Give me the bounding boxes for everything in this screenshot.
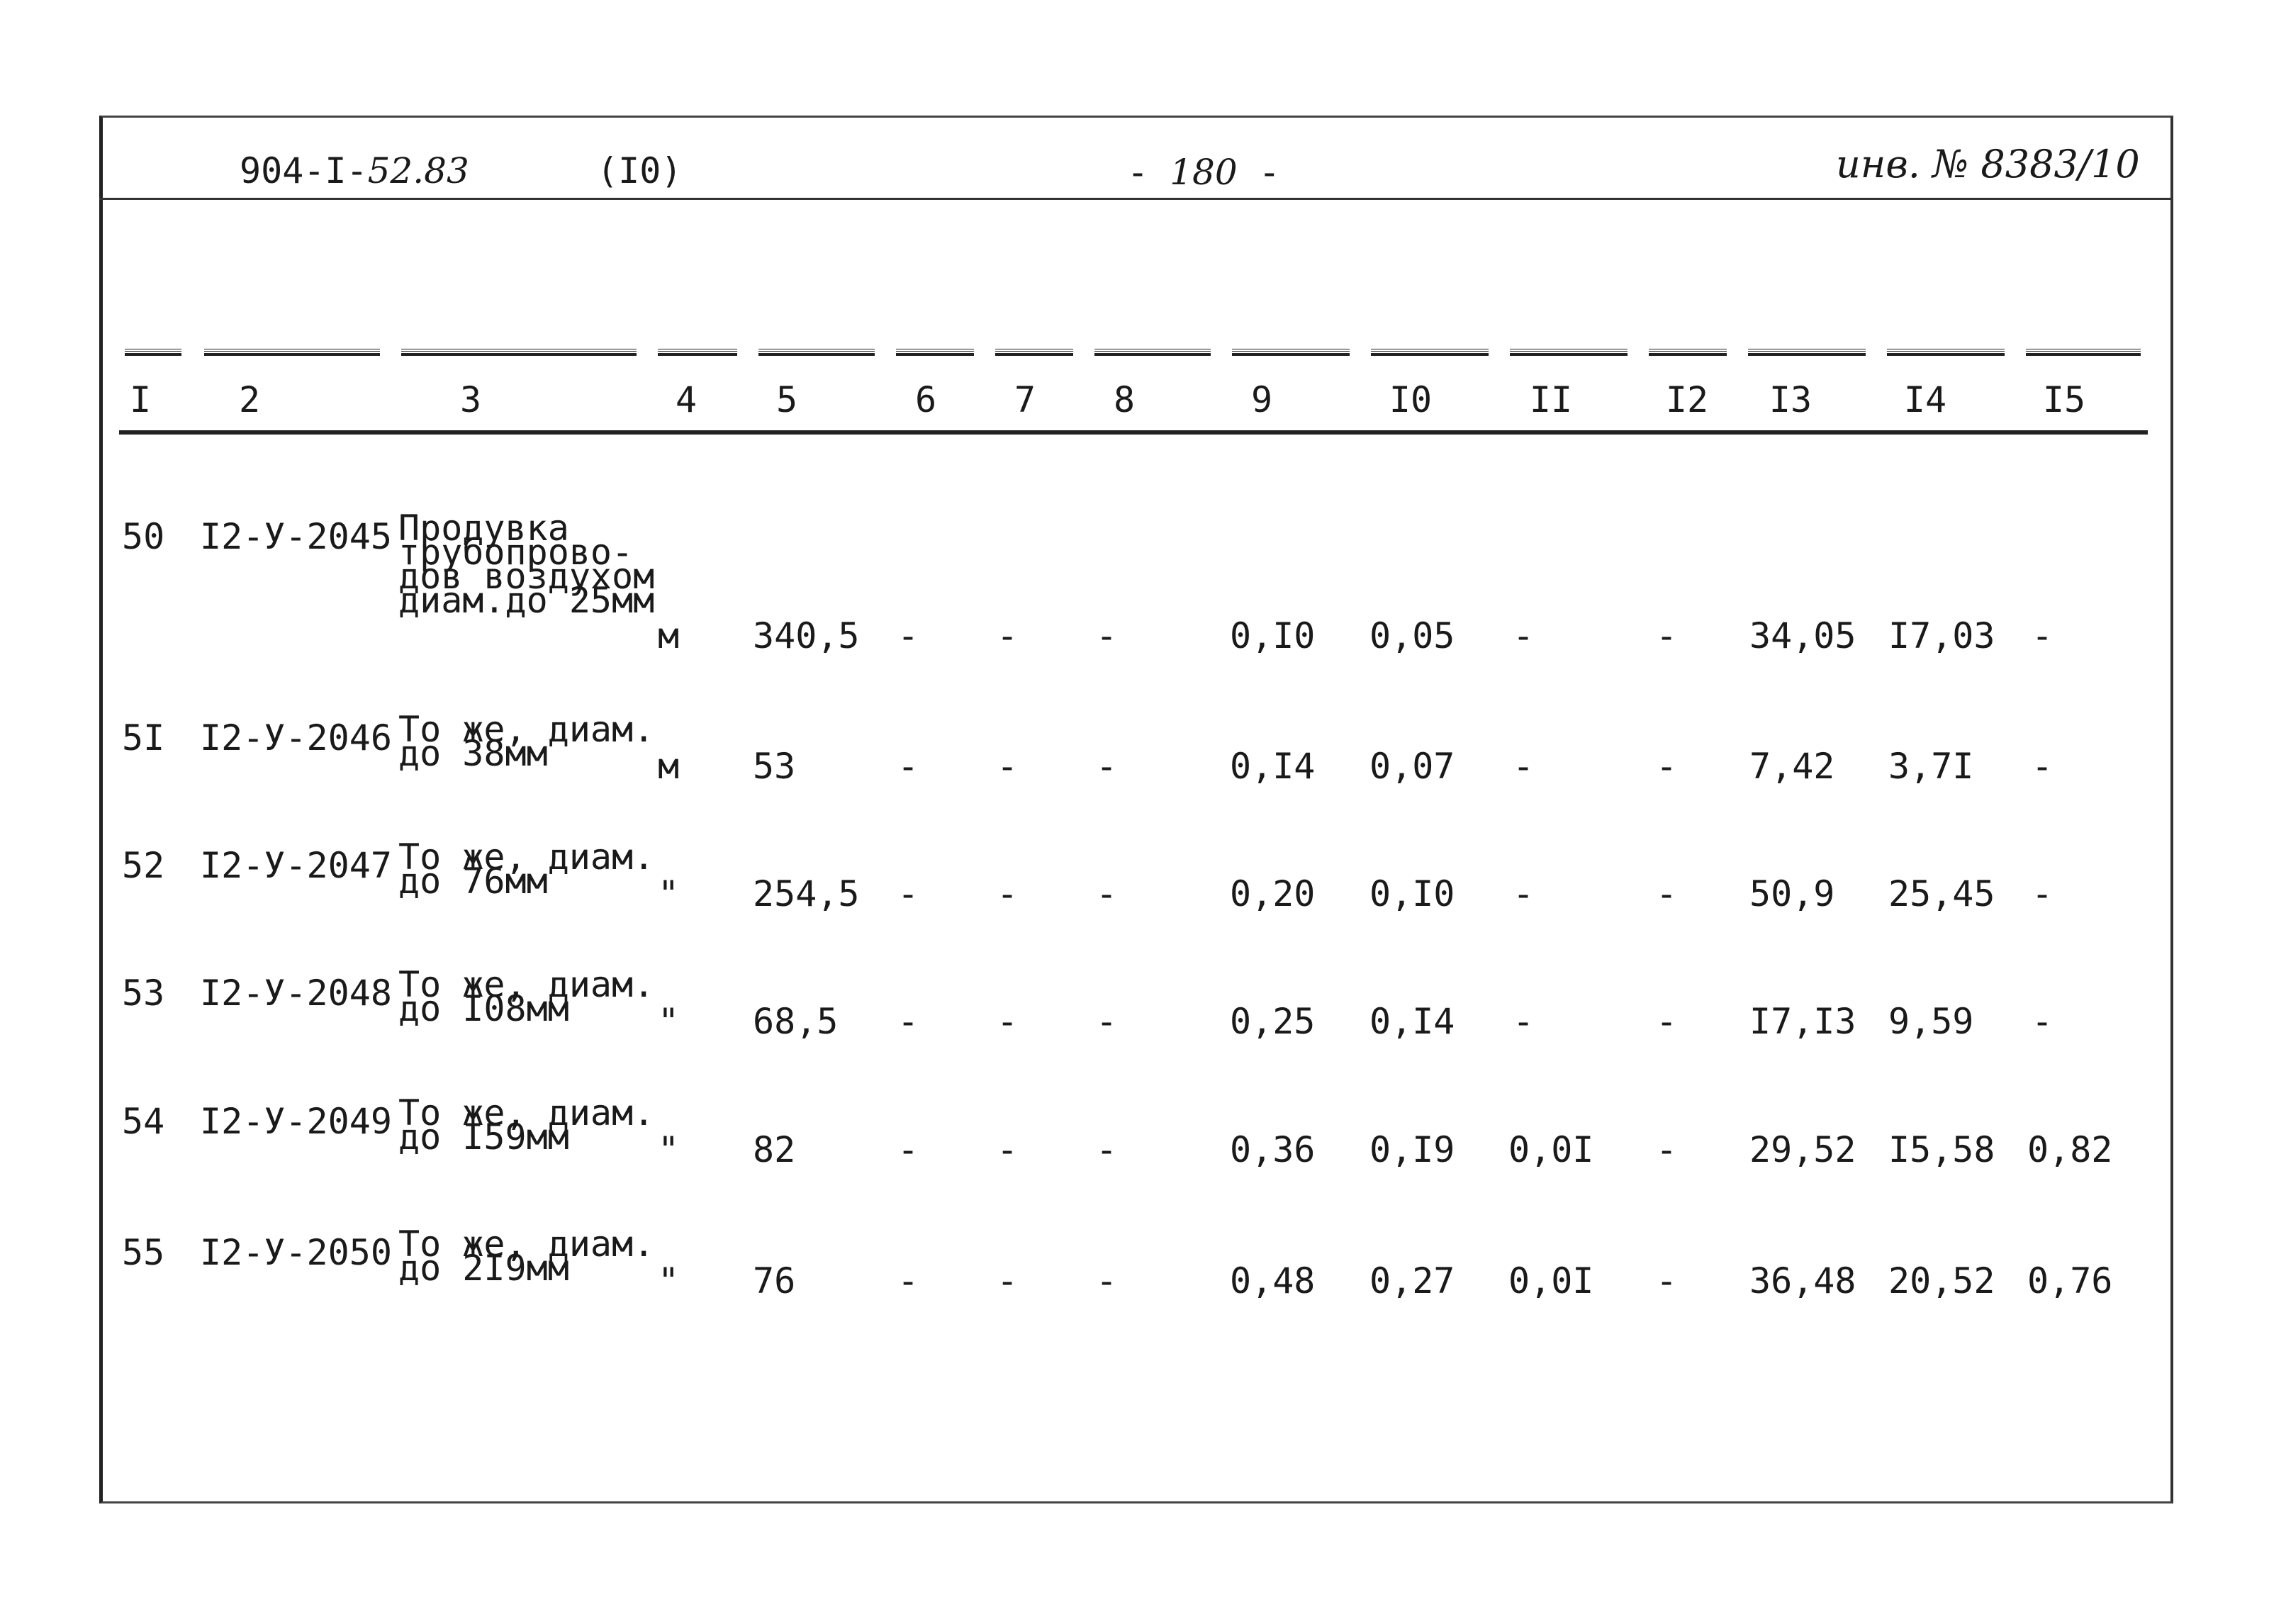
cell-c15: - [2032,873,2054,914]
cell-c5: 76 [753,1260,796,1301]
column-number-15: I5 [2042,379,2086,420]
cell-c11: - [1513,873,1535,914]
column-number-10: I0 [1389,379,1433,420]
cell-c14: 3,7I [1888,746,1974,787]
work-description: То же, диам. до I59мм [398,1092,655,1158]
column-number-1: I [129,379,152,420]
cell-c15: - [2032,1001,2054,1042]
cell-c7: - [997,615,1019,656]
cell-c9: 0,I4 [1230,746,1316,787]
cell-c9: 0,I0 [1230,615,1316,656]
cell-c8: - [1096,873,1118,914]
cell-c5: 254,5 [753,873,860,914]
norm-code: I2-У-2047 [200,845,392,886]
page-number-value: 180 [1170,152,1238,193]
row-number: 55 [122,1232,165,1273]
cell-c6: - [897,615,919,656]
cell-c6: - [897,1001,919,1042]
row-number: 5I [122,717,165,758]
cell-c10: 0,27 [1369,1260,1455,1301]
cell-c12: - [1656,1001,1678,1042]
cell-c10: 0,I0 [1369,873,1455,914]
cell-c14: I7,03 [1888,615,1995,656]
column-number-9: 9 [1250,379,1273,420]
cell-c10: 0,07 [1369,746,1455,787]
cell-c8: - [1096,1260,1118,1301]
cell-c8: - [1096,1129,1118,1170]
cell-c11: - [1513,1001,1535,1042]
column-number-2: 2 [238,379,261,420]
cell-c12: - [1656,1129,1678,1170]
unit: " [658,1001,680,1042]
cell-c12: - [1656,746,1678,787]
cell-c8: - [1096,1001,1118,1042]
cell-c14: 25,45 [1888,873,1995,914]
header-divider [99,198,2173,200]
work-description: То же, диам. до 2I9мм [398,1223,655,1289]
cell-c6: - [897,873,919,914]
cell-c14: 20,52 [1888,1260,1995,1301]
cell-c11: - [1513,746,1535,787]
column-number-4: 4 [675,379,697,420]
column-number-8: 8 [1113,379,1136,420]
row-number: 50 [122,516,165,557]
page-dash-left: - [1127,152,1149,193]
cell-c15: - [2032,615,2054,656]
doc-prefix: 904-I- [240,150,368,191]
cell-c7: - [997,1129,1019,1170]
cell-c14: 9,59 [1888,1001,1974,1042]
cell-c11: 0,0I [1508,1129,1594,1170]
cell-c7: - [997,746,1019,787]
cell-c9: 0,48 [1230,1260,1316,1301]
column-number-3: 3 [459,379,482,420]
album-number: (I0) [597,150,683,191]
norm-code: I2-У-2045 [200,516,392,557]
cell-c5: 340,5 [753,615,860,656]
column-number-6: 6 [914,379,937,420]
cell-c7: - [997,1001,1019,1042]
cell-c15: 0,82 [2027,1129,2113,1170]
unit: " [658,873,680,914]
cell-c5: 68,5 [753,1001,839,1042]
cell-c15: 0,76 [2027,1260,2113,1301]
norm-code: I2-У-2049 [200,1101,392,1142]
cell-c13: I7,I3 [1749,1001,1856,1042]
row-number: 54 [122,1101,165,1142]
cell-c13: 7,42 [1749,746,1835,787]
cell-c9: 0,20 [1230,873,1316,914]
doc-code [240,150,469,191]
column-number-5: 5 [775,379,798,420]
column-number-13: I3 [1769,379,1813,420]
column-number-7: 7 [1014,379,1036,420]
column-header-rule [119,430,2148,435]
unit: " [658,1129,680,1170]
cell-c13: 29,52 [1749,1129,1856,1170]
norm-code: I2-У-2048 [200,973,392,1014]
cell-c5: 53 [753,746,796,787]
cell-c6: - [897,1260,919,1301]
cell-c6: - [897,746,919,787]
work-description: То же, диам. до I08мм [398,964,655,1029]
cell-c13: 36,48 [1749,1260,1856,1301]
doc-suffix: 52.83 [367,150,469,191]
cell-c9: 0,36 [1230,1129,1316,1170]
inventory-number: инв. № 8383/10 [1836,142,2140,186]
column-number-11: II [1529,379,1573,420]
cell-c7: - [997,1260,1019,1301]
cell-c10: 0,I4 [1369,1001,1455,1042]
column-number-12: I2 [1665,379,1709,420]
cell-c7: - [997,873,1019,914]
cell-c8: - [1096,615,1118,656]
norm-code: I2-У-2050 [200,1232,392,1273]
unit: м [658,746,680,787]
work-description: Продувка трубопрово- дов воздухом диам.до 25мм [398,508,655,621]
row-number: 53 [122,973,165,1014]
cell-c12: - [1656,1260,1678,1301]
cell-c8: - [1096,746,1118,787]
cell-c13: 34,05 [1749,615,1856,656]
work-description: То же, диам. до 76мм [398,836,655,902]
cell-c11: 0,0I [1508,1260,1594,1301]
unit: м [658,615,680,656]
work-description: То же, диам. до 38мм [398,709,655,774]
page-frame [99,116,2173,1503]
cell-c12: - [1656,873,1678,914]
cell-c14: I5,58 [1888,1129,1995,1170]
column-number-14: I4 [1903,379,1947,420]
cell-c6: - [897,1129,919,1170]
row-number: 52 [122,845,165,886]
cell-c12: - [1656,615,1678,656]
cell-c13: 50,9 [1749,873,1835,914]
cell-c10: 0,I9 [1369,1129,1455,1170]
cell-c10: 0,05 [1369,615,1455,656]
norm-code: I2-У-2046 [200,717,392,758]
cell-c5: 82 [753,1129,796,1170]
unit: " [658,1260,680,1301]
page-number [1127,152,1280,193]
cell-c9: 0,25 [1230,1001,1316,1042]
cell-c11: - [1513,615,1535,656]
page-dash-right: - [1258,152,1280,193]
cell-c15: - [2032,746,2054,787]
